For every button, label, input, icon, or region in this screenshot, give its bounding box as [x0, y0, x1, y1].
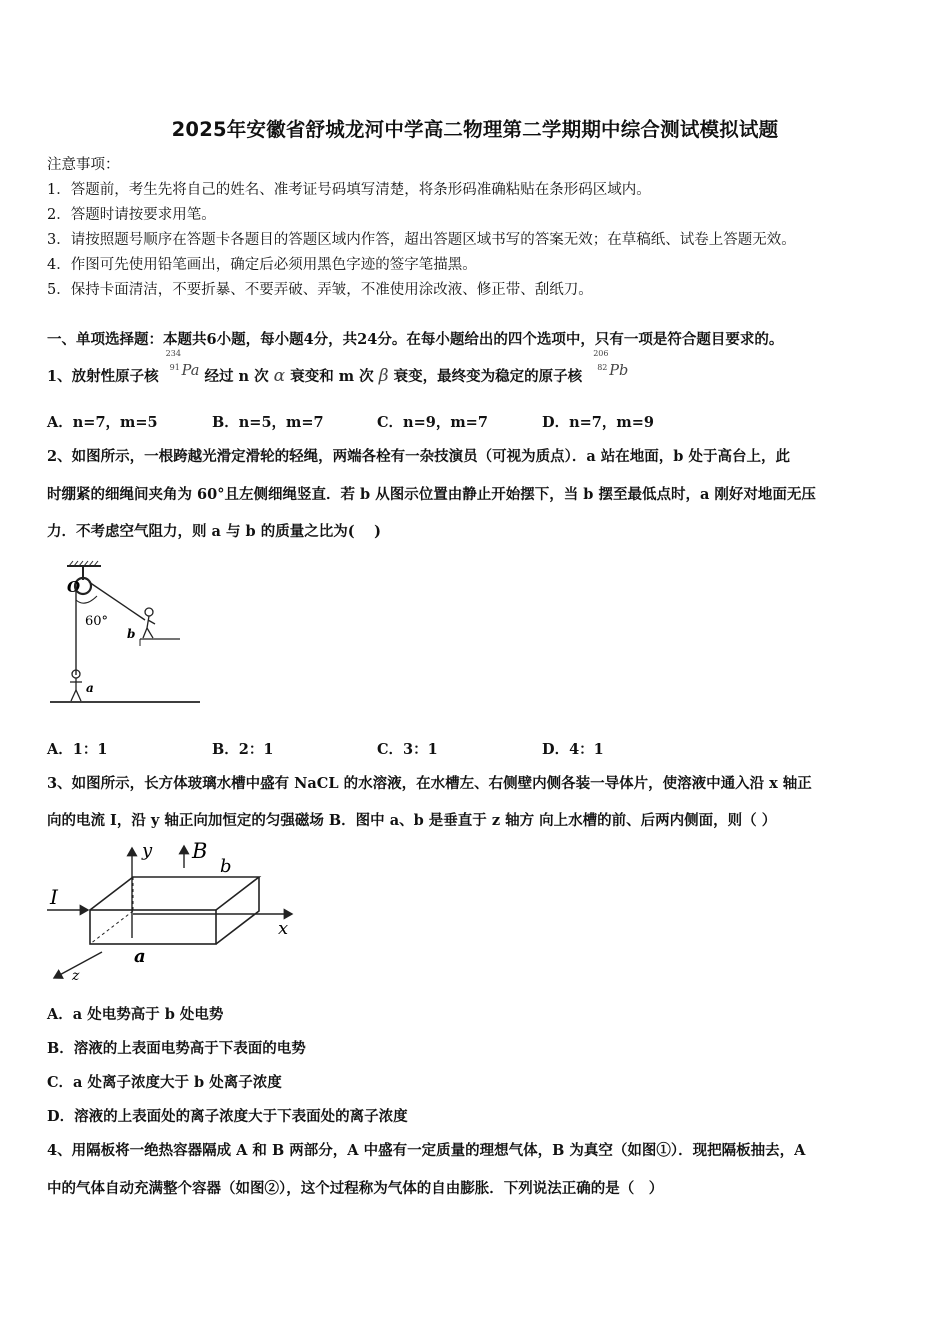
- beta-symbol: β: [378, 366, 389, 386]
- q2-line: 力．不考虑空气阻力，则 a 与 b 的质量之比为( ): [47, 523, 381, 540]
- label-a: a: [86, 681, 94, 695]
- notice-heading: 注意事项：: [47, 157, 120, 173]
- q3-option-b[interactable]: B．溶液的上表面电势高于下表面的电势: [47, 1040, 306, 1057]
- q1-option-b[interactable]: B．n=5，m=7: [212, 414, 324, 431]
- q2-line: 2、如图所示，一根跨越光滑定滑轮的轻绳，两端各栓有一杂技演员（可视为质点）．a 站在地面，b 处于高台上，此: [47, 448, 790, 465]
- nucleus-pa-symbol: Pa: [181, 363, 200, 379]
- nucleus-pb-mass: 206: [593, 349, 609, 358]
- q3-option-c[interactable]: C．a 处离子浓度大于 b 处离子浓度: [47, 1074, 282, 1091]
- angle-label: 60°: [85, 614, 109, 629]
- label-y: y: [142, 840, 153, 861]
- q2-option-b[interactable]: B．2：1: [212, 741, 274, 758]
- notice-item: 3．请按照题号顺序在答题卡各题目的答题区域内作答，超出答题区域书写的答案无效；在草稿纸、试卷上答题无效。: [47, 232, 796, 248]
- q2-option-d[interactable]: D．4：1: [542, 741, 604, 758]
- nucleus-pa-z: 91: [169, 363, 180, 372]
- q4-line: 4、用隔板将一绝热容器隔成 A 和 B 两部分，A 中盛有一定质量的理想气体，B 为真空（如图①）．现把隔板抽去，A: [47, 1142, 806, 1159]
- question-1: [47, 349, 629, 386]
- q1-text-pre: 1、放射性原子核: [47, 368, 159, 385]
- nucleus-pb: [593, 349, 629, 379]
- label-b: b: [220, 856, 232, 877]
- alpha-symbol: α: [273, 366, 286, 386]
- label-x: x: [278, 918, 289, 939]
- q1-option-c[interactable]: C．n=9，m=7: [377, 414, 488, 431]
- notice-item: 4．作图可先使用铅笔画出，确定后必须用黑色字迹的签字笔描黑。: [47, 257, 477, 273]
- label-z: z: [72, 968, 80, 983]
- q2-option-c[interactable]: C．3：1: [377, 741, 438, 758]
- q3-option-a[interactable]: A．a 处电势高于 b 处电势: [47, 1006, 224, 1023]
- q3-option-d[interactable]: D．溶液的上表面处的离子浓度大于下表面处的离子浓度: [47, 1108, 408, 1125]
- notice-item: 5．保持卡面清洁，不要折暴、不要弄破、弄皱，不准使用涂改液、修正带、刮纸刀。: [47, 282, 593, 298]
- q4-line: 中的气体自动充满整个容器（如图②），这个过程称为气体的自由膨胀．下列说法正确的是（ ）: [47, 1180, 664, 1197]
- q1-option-d[interactable]: D．n=7，m=9: [542, 414, 654, 431]
- q2-line: 时绷紧的细绳间夹角为 60°且左侧细绳竖直．若 b 从图示位置由静止开始摆下，当 b 摆至最低点时，a 刚好对地面无压: [47, 486, 816, 503]
- q3-line: 3、如图所示，长方体玻璃水槽中盛有 NaCL 的水溶液，在水槽左、右侧壁内侧各装一导体片，使溶液中通入沿 x 轴正: [47, 775, 812, 792]
- section-heading: 一、单项选择题：本题共6小题，每小题4分，共24分。在每小题给出的四个选项中，只有一项是符合题目要求的。: [47, 331, 784, 348]
- q1-text-mid2: 衰变和 m 次: [290, 368, 374, 385]
- nucleus-pa-mass: 234: [165, 349, 181, 358]
- nucleus-pa: [165, 349, 200, 379]
- tank-figure: [42, 838, 302, 983]
- q3-line: 向的电流 I，沿 y 轴正向加恒定的匀强磁场 B．图中 a、b 是垂直于 z 轴方 向上水槽的前、后两内侧面，则（ ）: [47, 812, 777, 829]
- notice-item: 1．答题前，考生先将自己的姓名、准考证号码填写清楚，将条形码准确粘贴在条形码区域内。: [47, 182, 651, 198]
- notice-item: 2．答题时请按要求用笔。: [47, 207, 216, 223]
- label-B: B: [192, 839, 208, 863]
- nucleus-pb-z: 82: [597, 363, 608, 372]
- q2-option-a[interactable]: A．1：1: [47, 741, 108, 758]
- label-o: O: [67, 578, 81, 596]
- q1-text-mid3: 衰变，最终变为稳定的原子核: [393, 368, 583, 385]
- q1-option-a[interactable]: A．n=7，m=5: [47, 414, 158, 431]
- pulley-figure: [45, 560, 205, 710]
- label-a: a: [134, 946, 146, 967]
- q1-text-mid1: 经过 n 次: [204, 368, 269, 385]
- page-title: 2025年安徽省舒城龙河中学高二物理第二学期期中综合测试模拟试题: [171, 118, 779, 141]
- nucleus-pb-symbol: Pb: [609, 363, 629, 379]
- label-b: b: [127, 627, 136, 641]
- label-I: I: [50, 885, 58, 909]
